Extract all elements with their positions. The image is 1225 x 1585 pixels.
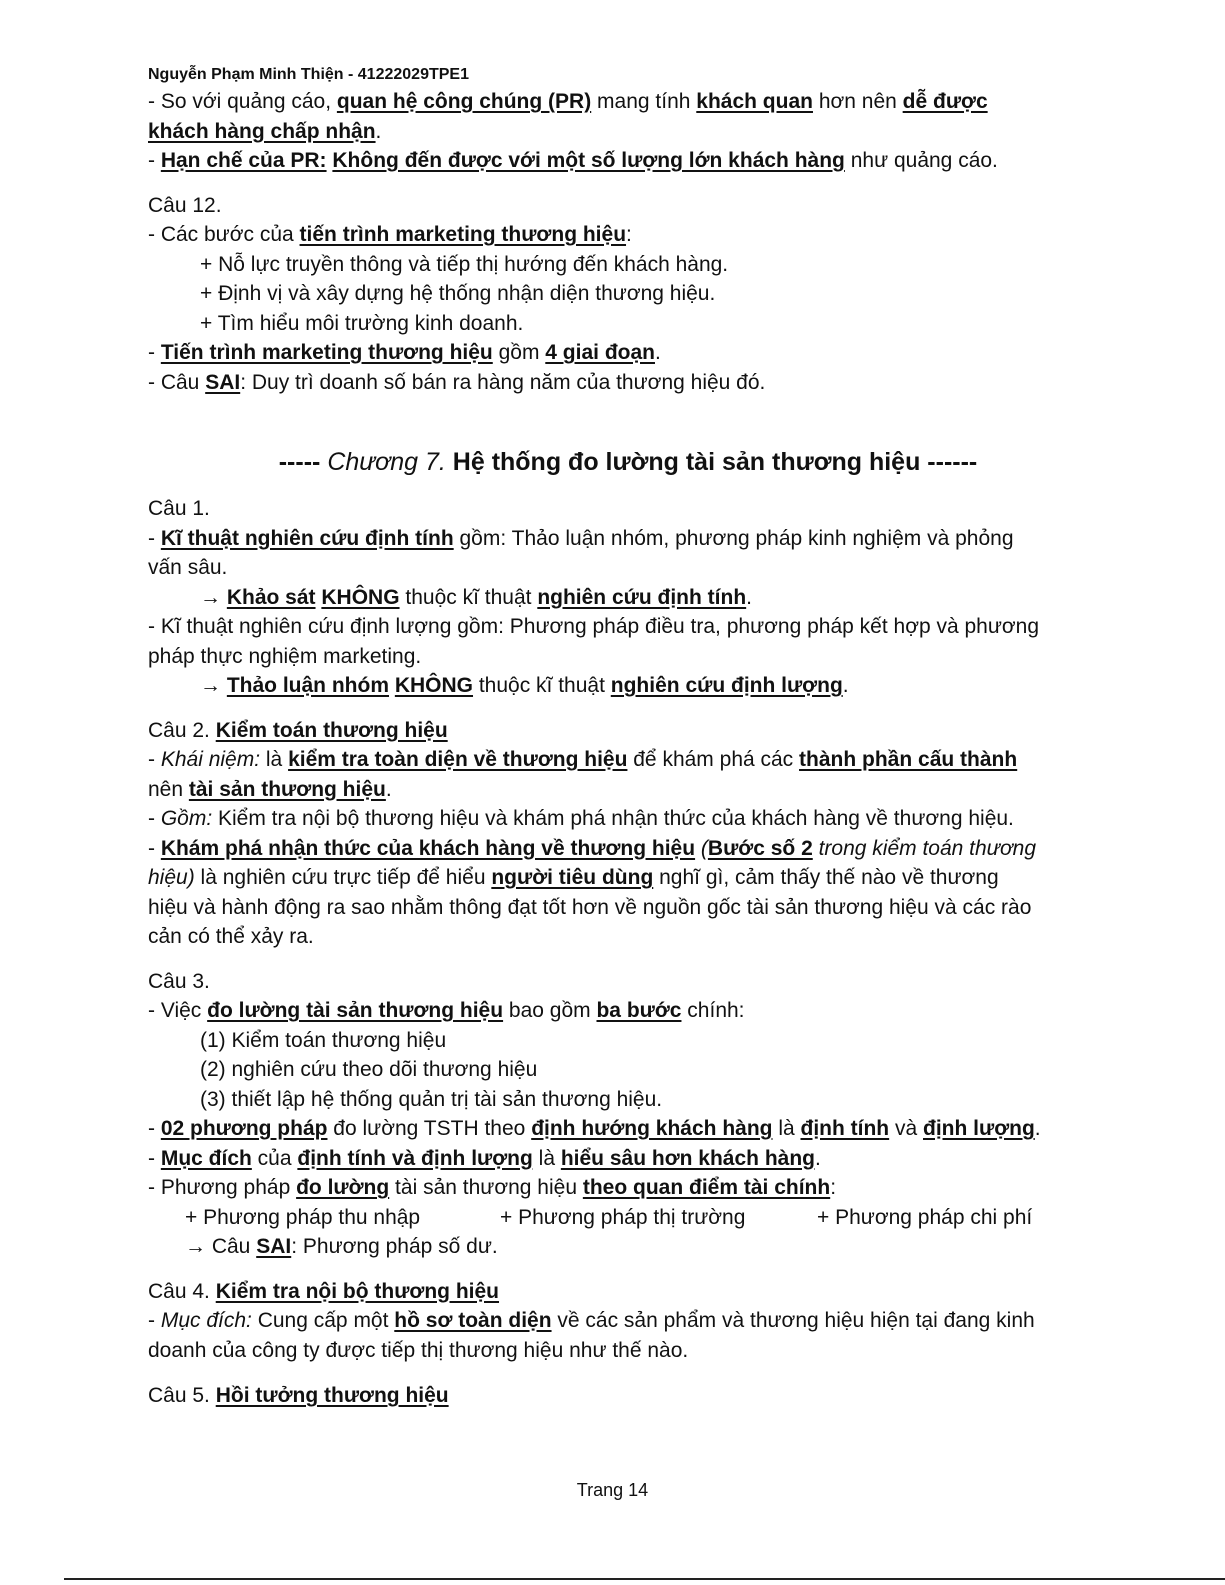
text: -	[148, 807, 161, 830]
question-3-title: Câu 3.	[148, 969, 210, 993]
text-emphasis: 02 phương pháp	[160, 1117, 328, 1140]
q3-method-list	[148, 1203, 1108, 1233]
method-item: + Phương pháp thu nhập	[185, 1205, 421, 1229]
text: như quảng cáo.	[844, 149, 998, 172]
text: .	[746, 585, 752, 609]
text-emphasis: Bước số 2	[707, 836, 813, 860]
text-emphasis: kiểm tra toàn diện về thương hiệu	[288, 748, 628, 771]
text: Câu 4.	[148, 1279, 216, 1303]
q12-item: + Định vị và xây dựng hệ thống nhận diện thương hiệu.	[200, 282, 716, 305]
text-italic: Khái niệm:	[160, 748, 261, 771]
text-emphasis: tiến trình marketing thương hiệu	[299, 223, 627, 246]
q2-explore-cont: hiệu và hành động ra sao nhằm thông đạt tốt hơn về nguồn gốc tài sản thương hiệu và các rào	[148, 895, 1032, 919]
text: đo lường TSTH theo	[327, 1117, 532, 1140]
text: -	[148, 836, 161, 860]
text-emphasis: Mục đích	[160, 1146, 252, 1170]
arrow-icon: →	[200, 585, 227, 609]
question-2-title	[148, 716, 1108, 746]
text: nghĩ gì, cảm thấy thế nào về thương	[653, 866, 999, 889]
text-italic: trong kiểm toán thương	[812, 836, 1037, 860]
text: nên	[148, 777, 189, 801]
document-body	[148, 87, 1108, 1411]
text-emphasis: Tiến trình marketing thương hiệu	[160, 341, 493, 364]
text-emphasis: Hồi tưởng thương hiệu	[215, 1384, 449, 1407]
text-emphasis: dễ được	[902, 90, 988, 113]
q4-purpose	[148, 1306, 1108, 1336]
author-header: Nguyễn Phạm Minh Thiện - 41222029TPE1	[148, 66, 469, 83]
text-emphasis: Hạn chế của PR:	[160, 149, 327, 172]
method-item: + Phương pháp chi phí	[817, 1205, 1033, 1229]
text: -----	[278, 448, 328, 476]
question-4-title	[148, 1277, 1108, 1307]
q1-quantitative-cont: pháp thực nghiệm marketing.	[148, 644, 422, 668]
q3-step: (2) nghiên cứu theo dõi thương hiệu	[200, 1058, 538, 1081]
text-emphasis: SAI	[205, 370, 241, 394]
text: -	[148, 341, 161, 364]
text: - Các bước của	[148, 223, 300, 246]
text: :	[626, 223, 632, 246]
text-emphasis: KHÔNG	[321, 585, 400, 609]
q3-step: (1) Kiểm toán thương hiệu	[200, 1028, 447, 1052]
q4-purpose-cont: doanh của công ty được tiếp thị thương hiệu như thế nào.	[148, 1338, 689, 1362]
text: - So với quảng cáo,	[148, 90, 337, 113]
text: thuộc kĩ thuật	[473, 674, 611, 697]
text-emphasis: ba bước	[596, 999, 682, 1022]
text-emphasis: khách hàng chấp nhận	[148, 119, 376, 143]
q1-quantitative: - Kĩ thuật nghiên cứu định lượng gồm: Phương pháp điều tra, phương pháp kết hợp và phương	[148, 615, 1040, 638]
q2-explore-cont	[148, 863, 1108, 893]
q12-item: + Tìm hiểu môi trường kinh doanh.	[200, 311, 524, 335]
question-1-title: Câu 1.	[148, 497, 210, 520]
text-emphasis: Kiểm toán thương hiệu	[215, 718, 448, 742]
q3-measure	[148, 996, 1108, 1026]
text-emphasis: định lượng	[923, 1117, 1035, 1140]
q2-concept-cont	[148, 775, 1108, 805]
chapter-number: Chương 7.	[327, 448, 446, 476]
text-emphasis: nghiên cứu định lượng	[610, 674, 843, 697]
q3-step: (3) thiết lập hệ thống quản trị tài sản thương hiệu.	[200, 1087, 663, 1111]
text-emphasis: quan hệ công chúng (PR)	[336, 90, 592, 113]
text: Câu 5.	[148, 1384, 216, 1407]
text: là	[260, 748, 289, 771]
text-italic: Gồm:	[160, 807, 213, 830]
text: hơn nên	[812, 90, 903, 113]
text-emphasis: định hướng khách hàng	[531, 1117, 773, 1140]
text: bao gồm	[503, 999, 597, 1022]
text-italic: hiệu)	[148, 866, 195, 889]
text-emphasis: đo lường	[296, 1176, 390, 1199]
paragraph-pr-limit	[148, 146, 1108, 176]
text: gồm: Thảo luận nhóm, phương pháp kinh nghiệm và phỏng	[453, 526, 1014, 550]
text: .	[654, 341, 661, 364]
text: : Phương pháp số dư.	[291, 1235, 498, 1258]
text-emphasis: 4 giai đoạn	[545, 341, 655, 364]
text: -	[148, 1309, 161, 1332]
q2-concept	[148, 745, 1108, 775]
text: -	[148, 526, 161, 550]
text-emphasis: theo quan điểm tài chính	[582, 1176, 831, 1199]
method-item: + Phương pháp thị trường	[500, 1205, 746, 1229]
text: chính:	[681, 999, 745, 1022]
text: - Câu	[148, 370, 206, 394]
q2-includes	[148, 804, 1108, 834]
text: → Câu	[185, 1235, 257, 1258]
text-emphasis: SAI	[256, 1235, 292, 1258]
text-emphasis: Kĩ thuật nghiên cứu định tính	[160, 526, 454, 550]
q1-qualitative	[148, 524, 1108, 554]
q1-arrow-1	[148, 583, 1108, 613]
text: .	[814, 1146, 821, 1170]
text-emphasis: nghiên cứu định tính	[537, 585, 747, 609]
q12-stages	[148, 338, 1108, 368]
text: : Duy trì doanh số bán ra hàng năm của thương hiệu đó.	[240, 370, 766, 394]
q1-arrow-2	[148, 671, 1108, 701]
text: Câu 2.	[148, 718, 216, 742]
text-emphasis: Khám phá nhận thức của khách hàng về thương hiệu	[160, 836, 696, 860]
text-emphasis: khách quan	[696, 90, 813, 113]
text: .	[1034, 1117, 1041, 1140]
text-emphasis: đo lường tài sản thương hiệu	[207, 999, 504, 1022]
arrow-icon: →	[200, 674, 227, 697]
text-italic: Mục đích:	[160, 1309, 252, 1332]
text-emphasis: KHÔNG	[394, 674, 474, 697]
text-emphasis: Không đến được với một số lượng lớn khách hàng	[332, 149, 845, 172]
text-emphasis: hồ sơ toàn diện	[394, 1309, 552, 1332]
text-emphasis: tài sản thương hiệu	[188, 777, 386, 801]
text: thuộc kĩ thuật	[399, 585, 538, 609]
text: - Việc	[148, 999, 208, 1022]
text-emphasis: người tiêu dùng	[491, 866, 654, 889]
text: Kiểm tra nội bộ thương hiệu và khám phá nhận thức của khách hàng về thương hiệu.	[212, 807, 1014, 830]
q3-purpose	[148, 1144, 1108, 1174]
text: :	[830, 1176, 837, 1199]
q12-steps-intro	[148, 220, 1108, 250]
q3-financial	[148, 1173, 1108, 1203]
text: về các sản phẩm và thương hiệu hiện tại đang kinh	[551, 1309, 1035, 1332]
page-bottom-divider	[64, 1578, 1225, 1580]
text: Cung cấp một	[251, 1309, 395, 1332]
chapter-heading	[148, 445, 1108, 479]
text-italic: (	[695, 836, 708, 860]
text: -	[148, 1146, 161, 1170]
question-12-title: Câu 12.	[148, 193, 222, 217]
text: và	[889, 1117, 923, 1140]
text-emphasis: định tính	[800, 1117, 890, 1140]
text: là	[772, 1117, 801, 1140]
text-emphasis: thành phần cấu thành	[799, 748, 1018, 771]
text: -	[148, 748, 161, 771]
text: gồm	[492, 341, 546, 364]
q2-explore-cont: cản có thể xảy ra.	[148, 925, 314, 948]
text: là nghiên cứu trực tiếp để hiểu	[194, 866, 492, 889]
text: là	[532, 1146, 561, 1170]
paragraph-pr-2	[148, 117, 1108, 147]
q12-wrong	[148, 368, 1108, 398]
text: mang tính	[591, 90, 697, 113]
q3-methods	[148, 1114, 1108, 1144]
q1-qualitative-cont: vấn sâu.	[148, 556, 228, 579]
q3-wrong	[148, 1232, 1108, 1262]
text: -	[148, 149, 161, 172]
text: .	[375, 119, 382, 143]
q12-item: + Nỗ lực truyền thông và tiếp thị hướng đến khách hàng.	[200, 252, 729, 276]
page-number: Trang 14	[576, 1480, 649, 1500]
text-emphasis: Thảo luận nhóm	[226, 674, 389, 697]
text: để khám phá các	[627, 748, 800, 771]
text-emphasis: hiểu sâu hơn khách hàng	[560, 1146, 815, 1170]
chapter-title: Hệ thống đo lường tài sản thương hiệu ------	[445, 448, 978, 476]
text: - Phương pháp	[148, 1176, 297, 1199]
text-emphasis: Khảo sát	[226, 585, 316, 609]
paragraph-pr-1	[148, 87, 1108, 117]
text: -	[148, 1117, 161, 1140]
text: của	[251, 1146, 298, 1170]
text: tài sản thương hiệu	[389, 1176, 583, 1199]
text-emphasis: định tính và định lượng	[297, 1146, 533, 1170]
text-emphasis: Kiểm tra nội bộ thương hiệu	[215, 1279, 500, 1303]
text: .	[842, 674, 849, 697]
q2-explore	[148, 834, 1108, 864]
question-5-title	[148, 1381, 1108, 1411]
text: .	[385, 777, 392, 801]
